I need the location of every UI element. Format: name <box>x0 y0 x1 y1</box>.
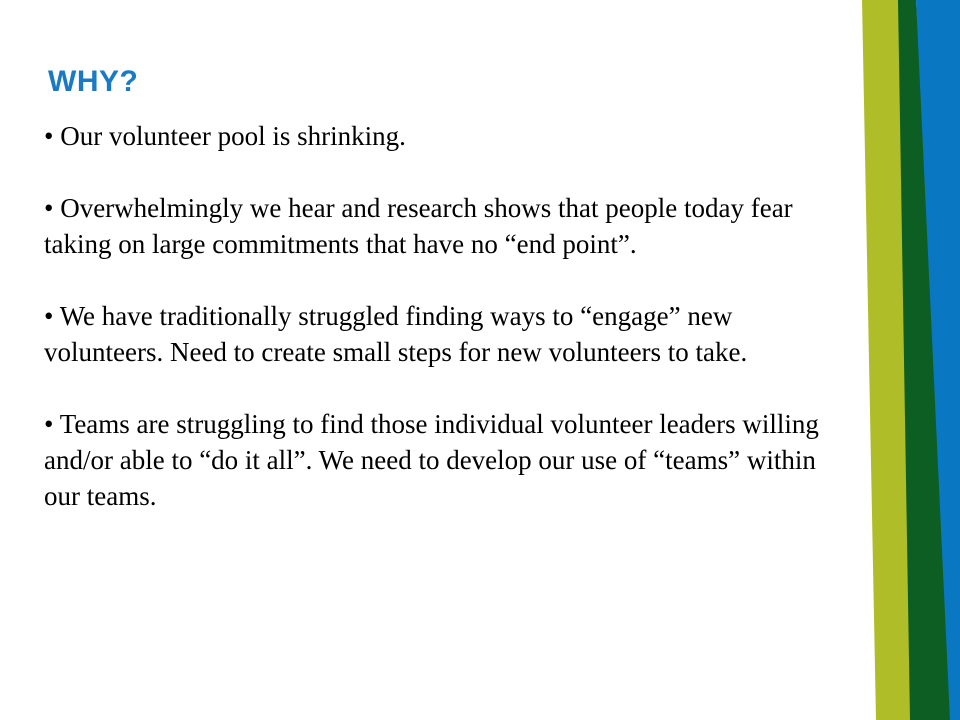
bullet-item: • Teams are struggling to find those individual volunteer leaders willing and/or able to “do it all”. We need to develop our use of “teams” within our teams. <box>44 409 819 511</box>
bullet-item: • Our volunteer pool is shrinking. <box>44 121 406 151</box>
slide-title: WHY? <box>48 65 139 98</box>
bullet-item: • We have traditionally struggled finding ways to “engage” new volunteers. Need to create small steps for new volunteers to take. <box>44 301 748 367</box>
bullet-item: • Overwhelmingly we hear and research shows that people today fear taking on large commitments that have no “end point”. <box>44 193 793 259</box>
